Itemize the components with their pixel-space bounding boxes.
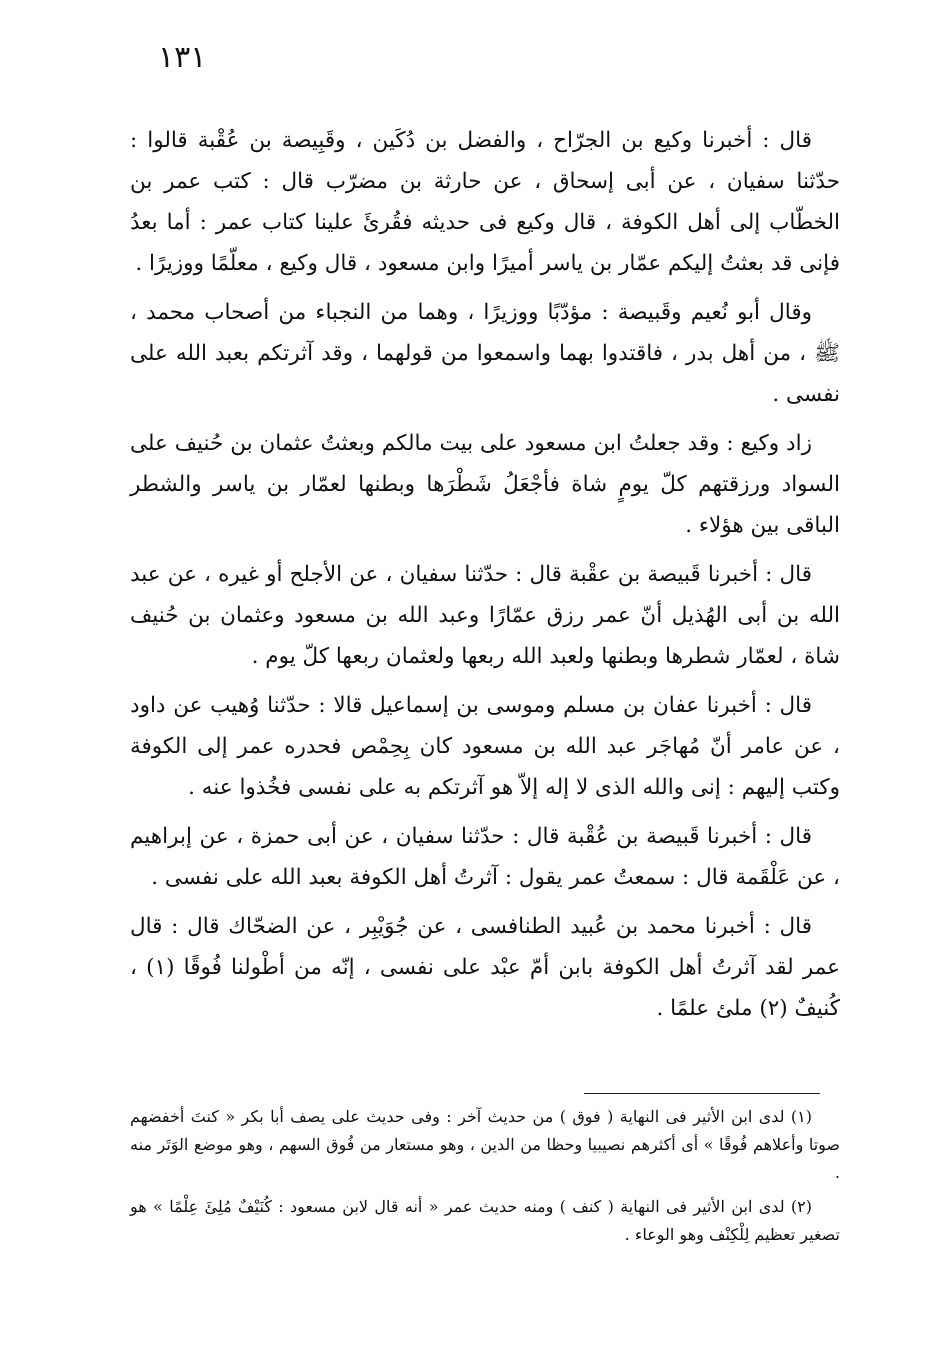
main-text bbox=[130, 120, 840, 1037]
paragraph: زاد وكيع : وقد جعلتُ ابن مسعود على بيت مالكم وبعثتُ عثمان بن حُنيف على السواد ورزقتهم كلّ يومٍ شاة فأجْعَلُ شَطْرَها وبطنها لعمّار بن ياسر والشطر الباقى بين هؤلاء . bbox=[130, 431, 840, 538]
paragraph: قال : أخبرنا عفان بن مسلم وموسى بن إسماعيل قالا : حدّثنا وُهيب عن داود ، عن عامر أنّ مُهاجَر عبد الله بن مسعود كان بِحِمْص فحدره عمر إلى الكوفة وكتب إليهم : إنى والله الذى لا إله إلاّ هو آثرتكم به على نفسى فخُذوا عنه . bbox=[130, 693, 840, 800]
page-number: ١٣١ bbox=[158, 40, 207, 75]
paragraph: قال : أخبرنا محمد بن عُبيد الطنافسى ، عن جُوَيْبِر ، عن الضحّاك قال : قال عمر لقد آثرتُ أهل الكوفة بابن أمّ عبْد على نفسى ، إنّه من أطْولنا فُوقًا (١) ، كُنيفٌ (٢) ملئ علمًا . bbox=[130, 914, 840, 1021]
paragraph: قال : أخبرنا قَبيصة بن عُقْبة قال : حدّثنا سفيان ، عن أبى حمزة ، عن إبراهيم ، عن عَلْقَمة قال : سمعتُ عمر يقول : آثرتُ أهل الكوفة بعبد الله على نفسى . bbox=[130, 824, 840, 890]
paragraph: قال : أخبرنا وكيع بن الجرّاح ، والفضل بن دُكَين ، وقَبِيصة بن عُقْبة قالوا : حدّثنا سفيان ، عن أبى إسحاق ، عن حارثة بن مضرّب قال : كتب عمر بن الخطّاب إلى أهل الكوفة ، قال وكيع فى حديثه فقُرئَ علينا كتاب عمر : أما بعدُ فإنى قد بعثتُ إليكم عمّار بن ياسر أميرًا وابن مسعود ، قال وكيع ، معلّمًا ووزيرًا . bbox=[130, 128, 840, 276]
footnote: (٢) لدى ابن الأثير فى النهاية ( كنف ) ومنه حديث عمر « أنه قال لابن مسعود : كُنَيْفٌ مُلِئَ عِلْمًا » هو تصغير تعظيم لِلْكِنْف وهو الوعاء . bbox=[130, 1197, 840, 1244]
paragraph: قال : أخبرنا قَبيصة بن عقْبة قال : حدّثنا سفيان ، عن الأجلح أو غيره ، عن عبد الله بن أبى الهُذيل أنّ عمر رزق عمّارًا وعبد الله بن مسعود وعثمان بن حُنيف شاة ، لعمّار شطرها وبطنها ولعبد الله ربعها ولعثمان ربعها كلّ يوم . bbox=[130, 562, 840, 669]
footnote: (١) لدى ابن الأثير فى النهاية ( فوق ) من حديث آخر : وفى حديث على يصف أبا بكر « كنتَ أخفضهم صوتا وأعلاهم فُوقًا » أى أكثرهم نصيبيا وحظا من الدين ، وهو مستعار من فُوق السهم ، وهو موضع الوَتَر منه . bbox=[130, 1107, 841, 1182]
footnotes bbox=[130, 1103, 840, 1255]
footnote-divider bbox=[584, 1093, 820, 1094]
paragraph: وقال أبو نُعيم وقَبيصة : مؤدّبًا ووزيرًا ، وهما من النجباء من أصحاب محمد ، ﷺ ، من أهل بدر ، فاقتدوا بهما واسمعوا من قولهما ، وقد آثرتكم بعبد الله على نفسى . bbox=[130, 300, 840, 407]
